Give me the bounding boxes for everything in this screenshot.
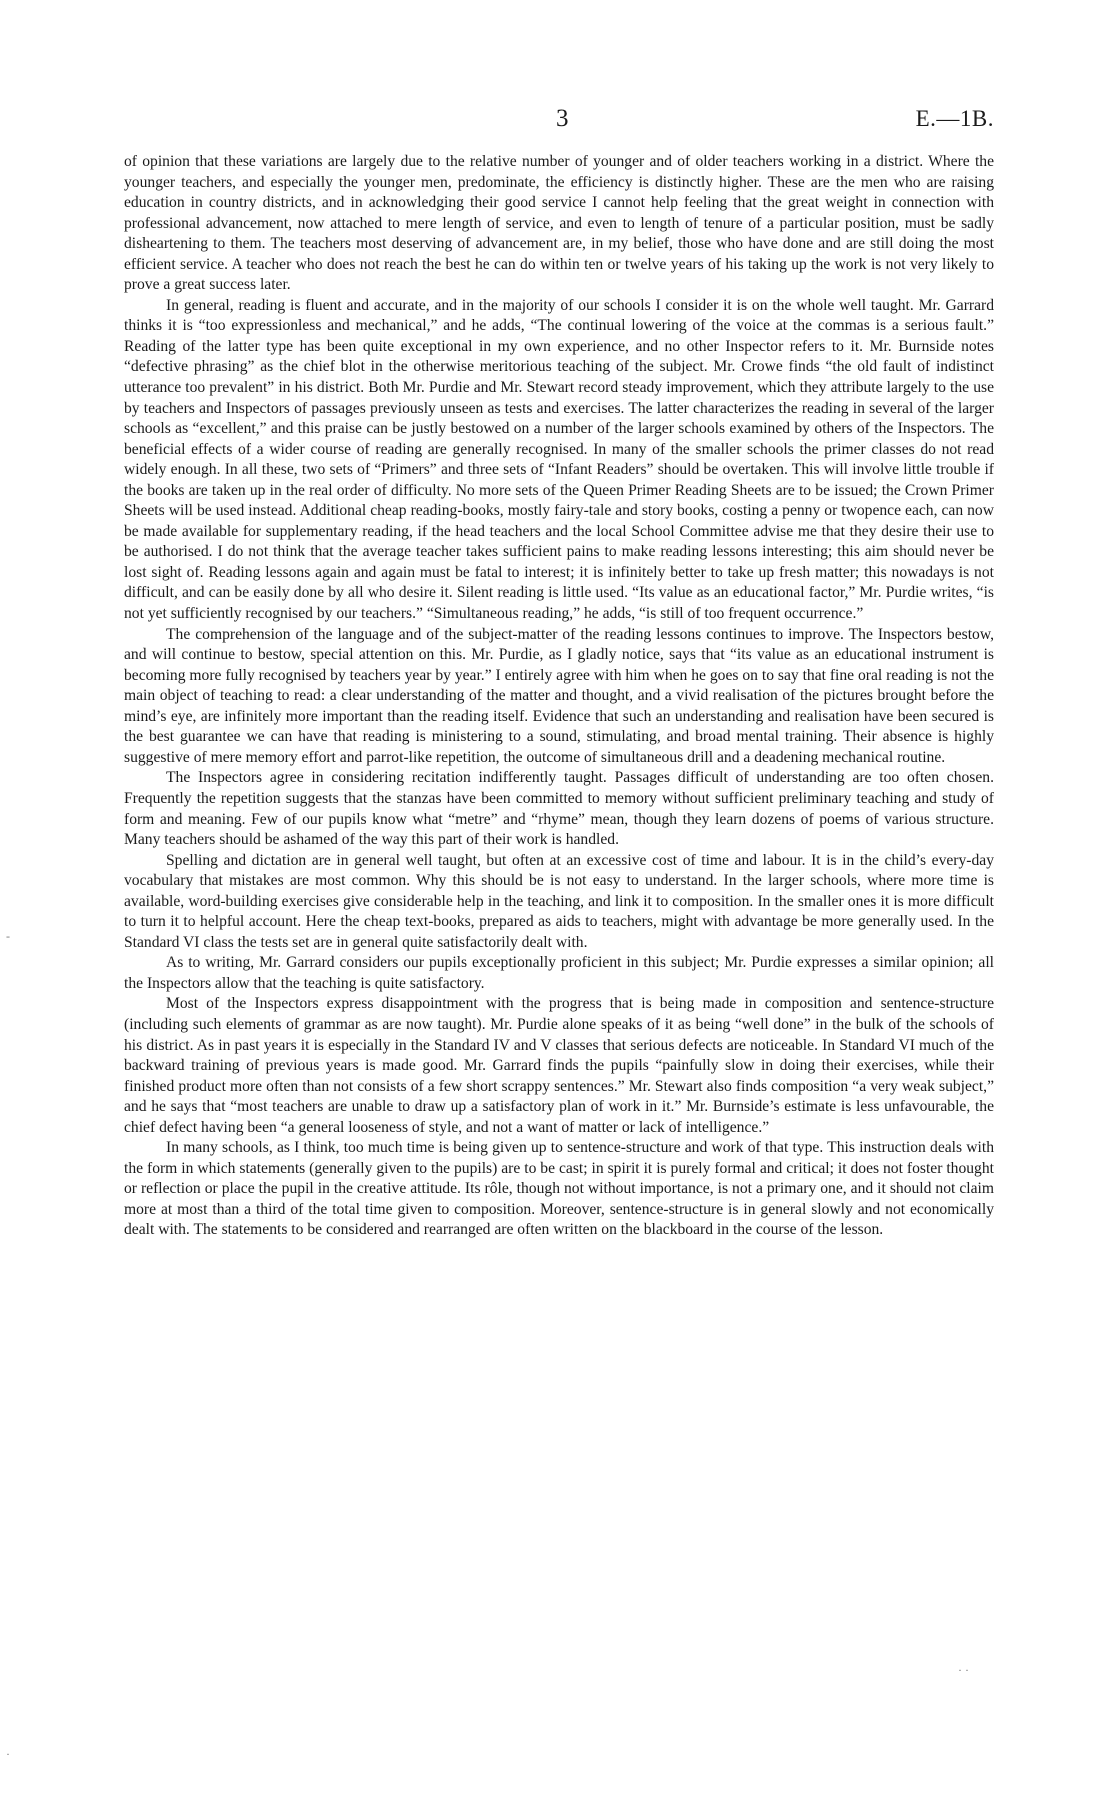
- paragraph-composition: Most of the Inspectors express disappointment with the progress that is being made in composition and sentence-structure (including such elements of grammar as are now taught). Mr. Purdie alone speaks of it as being “well done” in the bulk of the schools of his district. As in past years it is especially in the Standard IV and V classes that serious defects are noticeable. In Standard VI much of the backward training of previous years is made good. Mr. Garrard finds the pupils “painfully slow in doing their exercises, while their finished product more often than not consists of a few short scrappy sentences.” Mr. Stewart also finds composition “a very weak subject,” and he says that “most teachers are unable to draw up a satisfactory plan of work in it.” Mr. Burnside’s estimate is less unfavourable, the chief defect having been “a general looseness of style, and not a want of matter or lack of intelligence.”: [124, 995, 994, 1136]
- paragraph-comprehension: The comprehension of the language and of the subject-matter of the reading lessons continues to improve. The Inspectors bestow, and will continue to bestow, special attention on this. Mr. Purdie, as I gladly notice, says that “its value as an educational instrument is becoming more fully recognised by teachers year by year.” I entirely agree with him when he goes on to say that fine oral reading is not the main object of teaching to read: a clear understanding of the matter and thought, and a vivid realisation of the pictures brought before the mind’s eye, are infinitely more important than the reading itself. Evidence that such an understanding and realisation have been secured is the best guarantee we can have that reading is ministering to a sound, stimulating, and broad mental training. Their absence is highly suggestive of mere memory effort and parrot-like repetition, the outcome of simultaneous drill and a deadening mechanical routine.: [124, 625, 994, 766]
- margin-scan-mark: ·: [6, 1747, 10, 1761]
- paragraph-reading: In general, reading is fluent and accurate, and in the majority of our schools I consider it is on the whole well taught. Mr. Garrard thinks it is “too expressionless and mechanical,” and he adds, “The continual lowering of the voice at the commas is a serious fault.” Reading of the latter type has been quite exceptional in my own experience, and no other Inspector refers to it. Mr. Burnside notes “defective phrasing” as the chief blot in the otherwise meritorious teaching of the subject. Mr. Crowe finds “the old fault of indistinct utterance too prevalent” in his district. Both Mr. Purdie and Mr. Stewart record steady improvement, which they attribute largely to the use by teachers and Inspectors of passages previously unseen as tests and exercises. The latter characterizes the reading in several of the larger schools as “excellent,” and this praise can be justly bestowed on a number of the larger schools examined by others of the Inspectors. The beneficial effects of a wider course of reading are generally recognised. In many of the smaller schools the primer classes do not read widely enough. In all these, two sets of “Primers” and three sets of “Infant Readers” should be overtaken. This will involve little trouble if the books are taken up in the real order of difficulty. No more sets of the Queen Primer Reading Sheets are to be issued; the Crown Primer Sheets will be used instead. Additional cheap reading-books, mostly fairy-tale and story books, costing a penny or twopence each, can now be made available for supplementary reading, if the head teachers and the local School Committee advise me that they desire their use to be authorised. I do not think that the average teacher takes sufficient pains to make reading lessons interesting; this aim should never be lost sight of. Reading lessons again and again must be fatal to interest; it is infinitely better to take up fresh matter; this nowadays is not difficult, and can be easily done by all who desire it. Silent reading is little used. “Its value as an educational factor,” Mr. Purdie writes, “is not yet sufficiently recognised by our teachers.” “Simultaneous reading,” he adds, “is still of too frequent occurrence.”: [124, 296, 994, 623]
- paragraph-sentence-structure: In many schools, as I think, too much time is being given up to sentence-structure and work of that type. This instruction deals with the form in which statements (generally given to the pupils) are to be cast; in spirit it is purely formal and critical; it does not foster thought or reflection or place the pupil in the creative attitude. Its rôle, though not without importance, is not a primary one, and it should not claim more at most than a third of the total time given to composition. Moreover, sentence-structure is in general slowly and not economically dealt with. The statements to be considered and rearranged are often written on the blackboard in the course of the lesson.: [124, 1139, 994, 1239]
- paragraph-spelling-dictation: Spelling and dictation are in general well taught, but often at an excessive cost of time and labour. It is in the child’s every-day vocabulary that mistakes are most common. Why this should be is not easy to understand. In the larger schools, where more time is available, word-building exercises give considerable help in the teaching, and link it to composition. In the smaller ones it is more difficult to turn it to helpful account. Here the cheap text-books, prepared as aids to teachers, might with advantage be more generally used. In the Standard VI class the tests set are in general quite satisfactorily dealt with.: [124, 851, 994, 951]
- margin-scan-mark: · ·: [958, 1663, 969, 1677]
- page-number: 3: [556, 105, 569, 132]
- report-body: [124, 152, 994, 1241]
- document-series-reference: E.—1B.: [915, 106, 994, 131]
- paragraph-recitation: The Inspectors agree in considering recitation indifferently taught. Passages difficult of understanding are too often chosen. Frequently the repetition suggests that the stanzas have been committed to memory without sufficient preliminary teaching and study of form and meaning. Few of our pupils know what “metre” and “rhyme” mean, though they learn dozens of poems of various structure. Many teachers should be ashamed of the way this part of their work is handled.: [124, 769, 994, 849]
- margin-scan-mark: -: [6, 929, 10, 943]
- paragraph-writing: As to writing, Mr. Garrard considers our pupils exceptionally proficient in this subject; Mr. Purdie expresses a similar opinion; all the Inspectors allow that the teaching is quite satisfactory.: [124, 954, 994, 992]
- page-header: [124, 104, 994, 134]
- paragraph-teacher-advancement: of opinion that these variations are largely due to the relative number of younger and of older teachers working in a district. Where the younger teachers, and especially the younger men, predominate, the efficiency is distinctly higher. These are the men who are raising education in country districts, and in acknowledging their good service I cannot help feeling that the great weight in connection with professional advancement, now attached to mere length of service, and even to length of tenure of a particular position, must be sadly disheartening to them. The teachers most deserving of advancement are, in my belief, those who have done and are still doing the most efficient service. A teacher who does not reach the best he can do within ten or twelve years of his taking up the work is not very likely to prove a great success later.: [124, 153, 994, 294]
